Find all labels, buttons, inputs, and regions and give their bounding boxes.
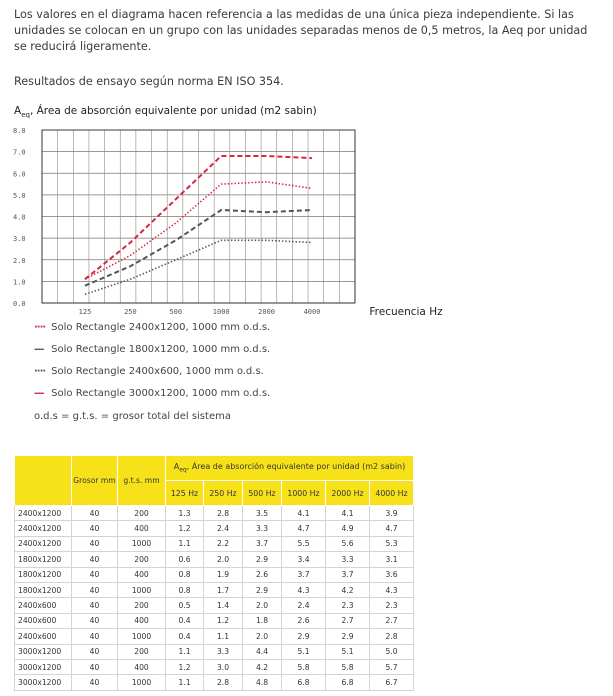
table-cell: 4.3: [282, 582, 326, 597]
table-cell: 3.3: [243, 521, 282, 536]
absorption-chart: [0, 122, 450, 326]
table-cell: 200: [118, 506, 166, 521]
table-cell: 3.0: [204, 659, 243, 674]
table-cell: 40: [72, 552, 118, 567]
legend-marker: ····: [34, 366, 46, 377]
table-cell: 1.1: [166, 536, 204, 551]
table-row: [15, 536, 414, 551]
table-cell: 200: [118, 598, 166, 613]
table-cell: 40: [72, 613, 118, 628]
table-cell: 6.8: [326, 675, 370, 690]
cell-size: 3000x1200: [15, 675, 72, 690]
header-frequency: 500 Hz: [243, 481, 282, 506]
table-cell: 400: [118, 659, 166, 674]
legend-item: [34, 386, 270, 408]
x-tick-label: 500: [169, 308, 183, 316]
x-tick-label: 4000: [303, 308, 321, 316]
table-cell: 5.5: [282, 536, 326, 551]
table-cell: 1.2: [204, 613, 243, 628]
table-cell: 1.1: [166, 644, 204, 659]
table-cell: 2.4: [282, 598, 326, 613]
legend-marker: ····: [34, 322, 46, 333]
legend-item: [34, 364, 270, 386]
table-cell: 400: [118, 567, 166, 582]
x-axis-label: Frecuencia Hz: [369, 306, 443, 318]
table-cell: 2.8: [204, 506, 243, 521]
table-cell: 2.7: [370, 613, 414, 628]
table-cell: 0.8: [166, 582, 204, 597]
cell-size: 1800x1200: [15, 567, 72, 582]
table-cell: 5.1: [326, 644, 370, 659]
cell-size: 2400x1200: [15, 536, 72, 551]
table-cell: 3.1: [370, 552, 414, 567]
table-row: [15, 644, 414, 659]
table-cell: 5.1: [282, 644, 326, 659]
table-cell: 2.3: [370, 598, 414, 613]
y-tick-label: 0.0: [13, 300, 26, 308]
table-cell: 2.6: [243, 567, 282, 582]
table-cell: 6.8: [282, 675, 326, 690]
table-cell: 400: [118, 521, 166, 536]
table-cell: 2.8: [370, 629, 414, 644]
intro-paragraph: Los valores en el diagrama hacen referencia a las medidas de una única pieza independiente. Si las unidades se colocan en un grupo con las unidades separadas menos de 0,5 metros, la Aeq por unidad se reducirá ligeramente.: [14, 8, 588, 53]
table-row: [15, 582, 414, 597]
chart-svg: [0, 122, 450, 322]
table-cell: 2.0: [243, 629, 282, 644]
table-cell: 1.1: [166, 675, 204, 690]
cell-size: 1800x1200: [15, 552, 72, 567]
cell-size: 2400x600: [15, 598, 72, 613]
table-cell: 4.2: [326, 582, 370, 597]
x-tick-label: 2000: [258, 308, 276, 316]
table-cell: 1000: [118, 675, 166, 690]
table-cell: 3.9: [370, 506, 414, 521]
table-row: [15, 613, 414, 628]
y-tick-label: 1.0: [13, 278, 26, 287]
legend-label: Solo Rectangle 3000x1200, 1000 mm o.d.s.: [48, 388, 271, 399]
legend-marker: ---: [34, 388, 44, 399]
standard-note: Resultados de ensayo según norma EN ISO 354.: [14, 75, 284, 88]
y-tick-label: 6.0: [13, 170, 26, 179]
table-cell: 1.9: [204, 567, 243, 582]
table-cell: 2.3: [326, 598, 370, 613]
ods-footnote: o.d.s = g.t.s. = grosor total del sistema: [34, 411, 231, 422]
table-cell: 0.8: [166, 567, 204, 582]
table-cell: 3.3: [204, 644, 243, 659]
table-cell: 1.2: [166, 521, 204, 536]
absorption-table: [14, 455, 414, 691]
table-cell: 1000: [118, 582, 166, 597]
table-cell: 5.8: [326, 659, 370, 674]
table-cell: 3.7: [243, 536, 282, 551]
table-cell: 2.0: [204, 552, 243, 567]
table-cell: 5.7: [370, 659, 414, 674]
cell-size: 2400x600: [15, 629, 72, 644]
table-cell: 2.2: [204, 536, 243, 551]
table-row: [15, 567, 414, 582]
table-cell: 4.7: [282, 521, 326, 536]
table-cell: 40: [72, 567, 118, 582]
y-tick-label: 7.0: [13, 148, 26, 157]
table-cell: 4.8: [243, 675, 282, 690]
table-cell: 4.7: [370, 521, 414, 536]
table-row: [15, 506, 414, 521]
x-tick-label: 1000: [212, 308, 230, 316]
table-cell: 3.3: [326, 552, 370, 567]
header-frequency: 125 Hz: [166, 481, 204, 506]
table-cell: 5.6: [326, 536, 370, 551]
table-cell: 40: [72, 521, 118, 536]
y-tick-label: 5.0: [13, 191, 26, 200]
table-cell: 0.5: [166, 598, 204, 613]
header-gts: g.t.s. mm: [118, 456, 166, 506]
table-cell: 4.4: [243, 644, 282, 659]
cell-size: 3000x1200: [15, 644, 72, 659]
table-cell: 3.7: [326, 567, 370, 582]
y-tick-label: 3.0: [13, 235, 26, 244]
x-tick-labels: [79, 308, 321, 316]
table-cell: 2.4: [204, 521, 243, 536]
table-row: [15, 598, 414, 613]
header-size: [15, 456, 72, 506]
table-row: [15, 552, 414, 567]
header-frequency: 250 Hz: [204, 481, 243, 506]
table-cell: 1.8: [243, 613, 282, 628]
table-cell: 5.8: [282, 659, 326, 674]
header-aeq-group: $A_{eq}$, Área de absorción equivalente por unidad (m2 sabin): [166, 456, 414, 481]
legend-marker: ---: [34, 344, 44, 355]
table-cell: 200: [118, 644, 166, 659]
legend-label: Solo Rectangle 2400x600, 1000 mm o.d.s.: [48, 366, 264, 377]
table-cell: 3.5: [243, 506, 282, 521]
table-row: [15, 675, 414, 690]
table-cell: 4.9: [326, 521, 370, 536]
table-cell: 40: [72, 659, 118, 674]
table-row: [15, 521, 414, 536]
chart-legend: [34, 320, 270, 408]
y-tick-label: 8.0: [13, 127, 26, 135]
header-frequency: 4000 Hz: [370, 481, 414, 506]
table-cell: 4.2: [243, 659, 282, 674]
table-cell: 3.4: [282, 552, 326, 567]
table-cell: 1.4: [204, 598, 243, 613]
table-cell: 0.6: [166, 552, 204, 567]
cell-size: 1800x1200: [15, 582, 72, 597]
y-tick-label: 2.0: [13, 256, 26, 265]
y-tick-label: 4.0: [13, 213, 26, 222]
legend-label: Solo Rectangle 2400x1200, 1000 mm o.d.s.: [48, 322, 271, 333]
table-cell: 2.9: [282, 629, 326, 644]
table-cell: 2.7: [326, 613, 370, 628]
table-cell: 5.0: [370, 644, 414, 659]
header-grosor: Grosor mm: [72, 456, 118, 506]
header-frequency: 2000 Hz: [326, 481, 370, 506]
table-cell: 200: [118, 552, 166, 567]
chart-title: $A_{eq}$, Área de absorción equivalente por unidad (m2 sabin): [14, 105, 317, 120]
table-cell: 1.1: [204, 629, 243, 644]
table-cell: 2.9: [243, 582, 282, 597]
x-tick-label: 250: [124, 308, 137, 316]
table-cell: 4.3: [370, 582, 414, 597]
legend-label: Solo Rectangle 1800x1200, 1000 mm o.d.s.: [48, 344, 271, 355]
table-cell: 40: [72, 675, 118, 690]
table-cell: 2.9: [243, 552, 282, 567]
table-row: [15, 629, 414, 644]
cell-size: 2400x1200: [15, 506, 72, 521]
table-cell: 0.4: [166, 629, 204, 644]
header-frequency: 1000 Hz: [282, 481, 326, 506]
legend-item: [34, 320, 270, 342]
table-cell: 40: [72, 598, 118, 613]
y-tick-labels: [13, 127, 26, 308]
table-cell: 0.4: [166, 613, 204, 628]
table-cell: 2.9: [326, 629, 370, 644]
table-cell: 40: [72, 582, 118, 597]
table-body: [15, 506, 414, 691]
table-cell: 6.7: [370, 675, 414, 690]
table-cell: 2.0: [243, 598, 282, 613]
table-cell: 40: [72, 629, 118, 644]
cell-size: 3000x1200: [15, 659, 72, 674]
legend-item: [34, 342, 270, 364]
table-cell: 5.3: [370, 536, 414, 551]
table-cell: 2.6: [282, 613, 326, 628]
table-cell: 400: [118, 613, 166, 628]
cell-size: 2400x1200: [15, 521, 72, 536]
table-cell: 1000: [118, 629, 166, 644]
x-tick-label: 125: [78, 308, 92, 316]
cell-size: 2400x600: [15, 613, 72, 628]
table-cell: 1.3: [166, 506, 204, 521]
table-cell: 2.8: [204, 675, 243, 690]
table-cell: 4.1: [282, 506, 326, 521]
table-cell: 3.7: [282, 567, 326, 582]
table-cell: 40: [72, 536, 118, 551]
table-cell: 1000: [118, 536, 166, 551]
table-cell: 40: [72, 644, 118, 659]
table-cell: 1.2: [166, 659, 204, 674]
table-row: [15, 659, 414, 674]
table-cell: 1.7: [204, 582, 243, 597]
table-cell: 4.1: [326, 506, 370, 521]
table-cell: 40: [72, 506, 118, 521]
table-cell: 3.6: [370, 567, 414, 582]
